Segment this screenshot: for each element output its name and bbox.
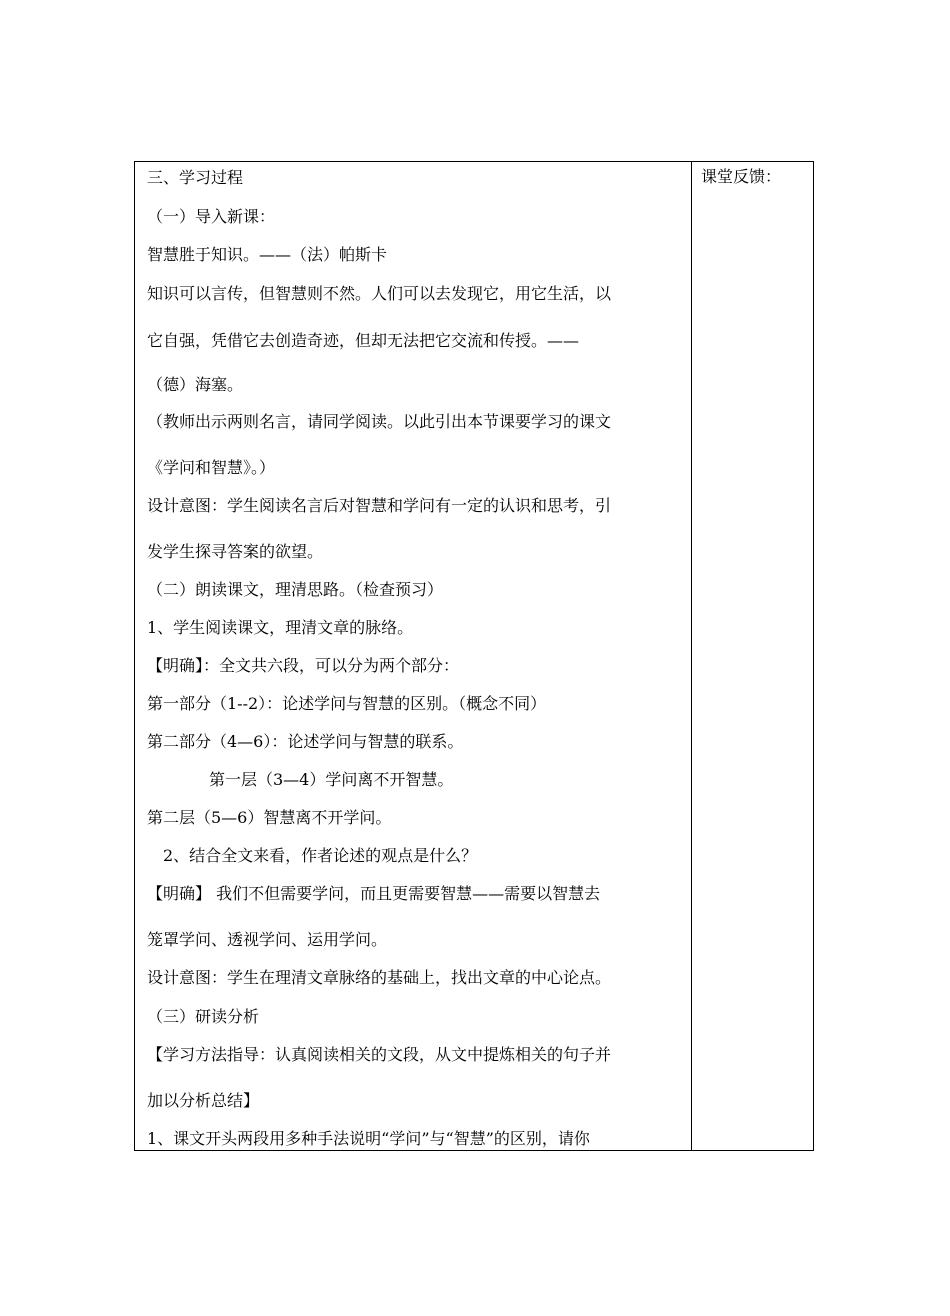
paragraph-line: 设计意图：学生阅读名言后对智慧和学问有一定的认识和思考，引 (147, 496, 612, 515)
paragraph-line: 第一部分（1--2）：论述学问与智慧的区别。（概念不同） (147, 694, 547, 713)
paragraph-line: 【明确】：全文共六段，可以分为两个部分： (147, 656, 460, 675)
lesson-content-cell (147, 162, 687, 1150)
column-divider (691, 162, 692, 1150)
paragraph-line: 《学问和智慧》。） (147, 458, 276, 477)
subsection-heading: （一）导入新课： (147, 207, 276, 226)
paragraph-line: 【学习方法指导：认真阅读相关的文段，从文中提炼相关的句子并 (147, 1045, 612, 1064)
paragraph-line: 1、课文开头两段用多种手法说明“学问”与“智慧”的区别，请你 (147, 1129, 590, 1148)
lesson-table (134, 161, 814, 1151)
quote-line: 智慧胜于知识。——（法）帕斯卡 (147, 245, 388, 264)
quote-line: （德）海塞。 (147, 375, 244, 394)
feedback-header: 课堂反馈： (701, 167, 782, 186)
quote-line: 知识可以言传，但智慧则不然。人们可以去发现它，用它生活，以 (147, 284, 612, 303)
paragraph-line: 1、学生阅读课文，理清文章的脉络。 (147, 618, 414, 637)
paragraph-line: 笼罩学问、透视学问、运用学问。 (147, 930, 388, 949)
indented-line: 第一层（3—4）学问离不开智慧。 (209, 770, 454, 789)
subsection-heading: （二）朗读课文，理清思路。（检查预习） (147, 580, 444, 599)
quote-line: 它自强，凭借它去创造奇迹，但却无法把它交流和传授。—— (147, 331, 580, 350)
paragraph-line: 第二层（5—6）智慧离不开学问。 (147, 808, 392, 827)
subsection-heading: （三）研读分析 (147, 1007, 260, 1026)
paragraph-line: 设计意图：学生在理清文章脉络的基础上，找出文章的中心论点。 (147, 968, 612, 987)
paragraph-line: 2、结合全文来看，作者论述的观点是什么？ (163, 846, 478, 865)
paragraph-line: （教师出示两则名言，请同学阅读。以此引出本节课要学习的课文 (147, 412, 612, 431)
paragraph-line: 发学生探寻答案的欲望。 (147, 542, 324, 561)
section-heading: 三、学习过程 (147, 168, 244, 187)
paragraph-line: 加以分析总结】 (147, 1091, 260, 1110)
paragraph-line: 第二部分（4—6）：论述学问与智慧的联系。 (147, 732, 464, 751)
paragraph-line: 【明确】 我们不但需要学问，而且更需要智慧——需要以智慧去 (147, 884, 601, 903)
